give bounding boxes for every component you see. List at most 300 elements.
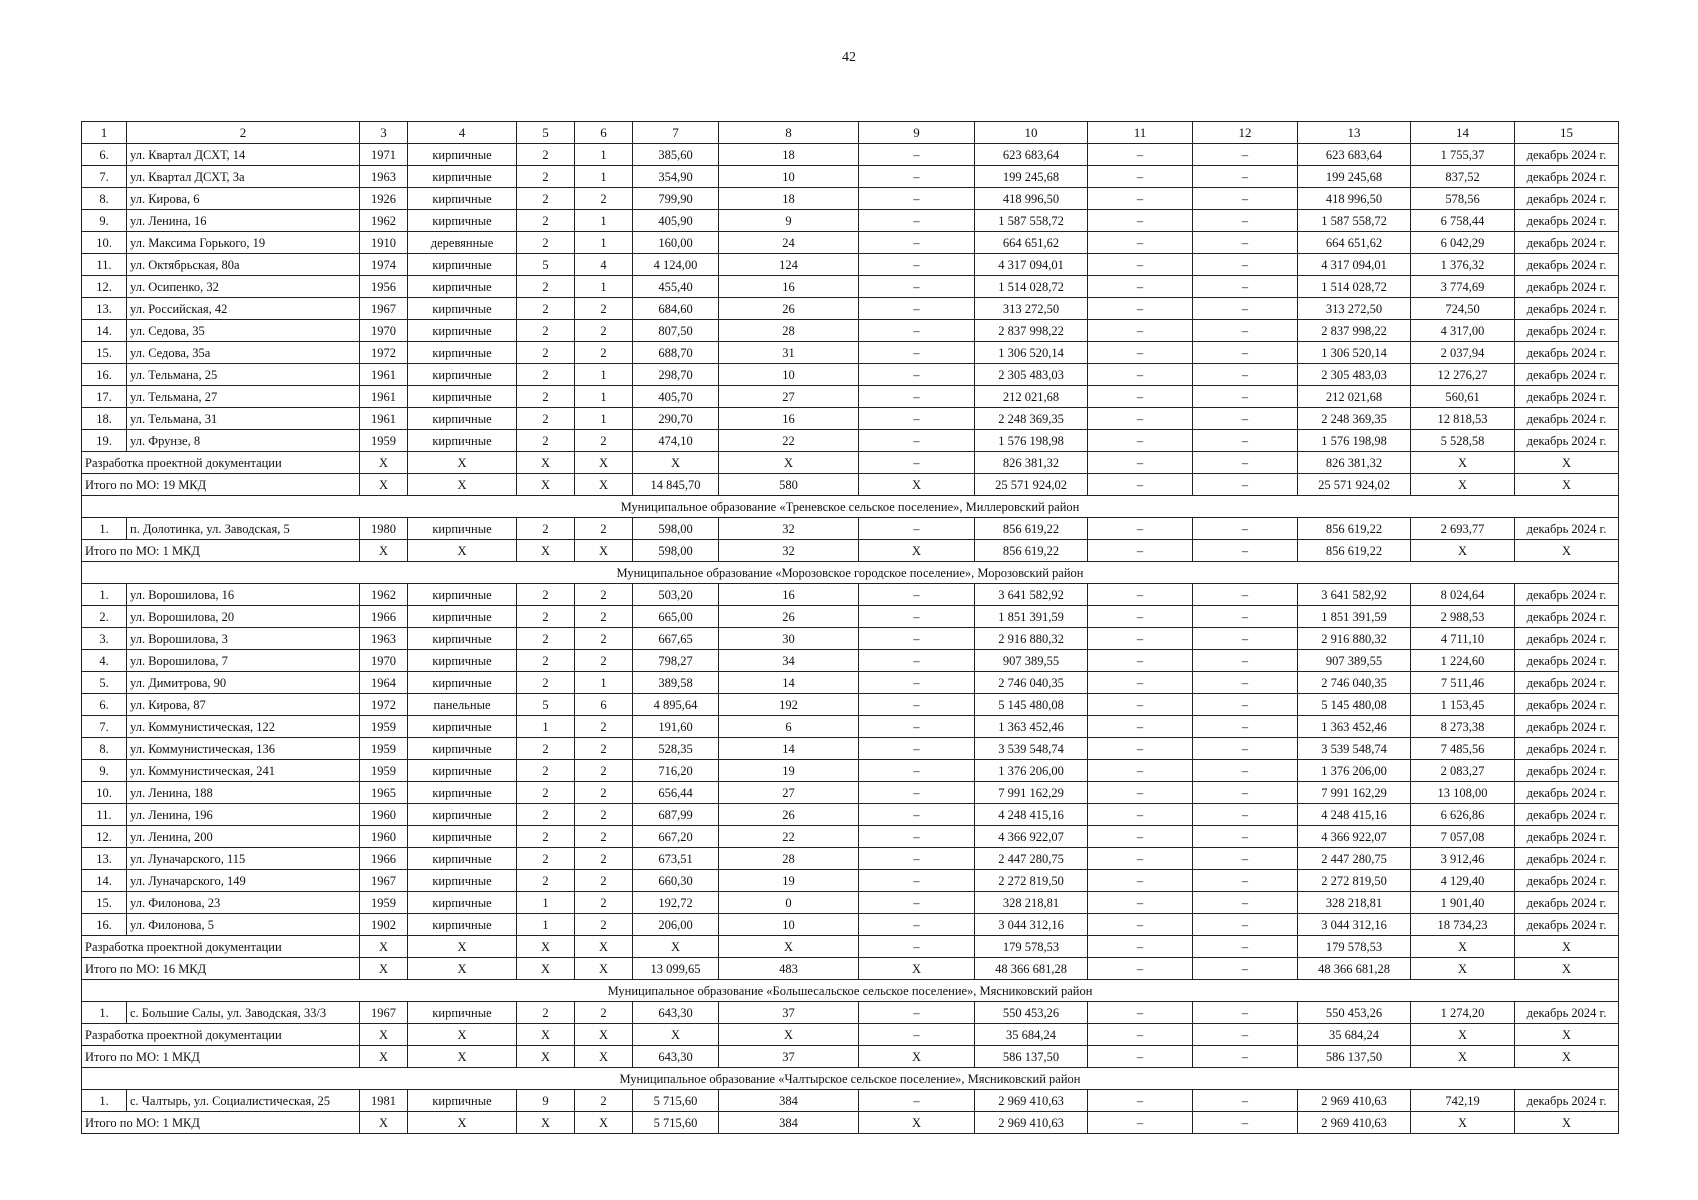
table-cell: 5 145 480,08: [1298, 694, 1411, 716]
table-cell: 2: [517, 386, 575, 408]
table-cell: 14.: [82, 870, 127, 892]
table-cell: –: [859, 738, 975, 760]
table-cell: X: [719, 1024, 859, 1046]
table-cell: 623 683,64: [1298, 144, 1411, 166]
table-cell: 2: [575, 606, 633, 628]
table-cell: 1 901,40: [1411, 892, 1515, 914]
table-row: [82, 738, 1619, 760]
table-cell: 550 453,26: [975, 1002, 1088, 1024]
table-cell: 7 991 162,29: [1298, 782, 1411, 804]
table-cell: –: [859, 320, 975, 342]
table-cell: декабрь 2024 г.: [1515, 826, 1619, 848]
table-cell: –: [1193, 320, 1298, 342]
table-cell: 5 715,60: [633, 1090, 719, 1112]
section-header-row: [82, 1068, 1619, 1090]
table-cell: 6: [575, 694, 633, 716]
address-cell: ул. Кирова, 87: [127, 694, 360, 716]
table-cell: –: [1193, 210, 1298, 232]
table-cell: 2: [517, 276, 575, 298]
table-cell: кирпичные: [408, 826, 517, 848]
address-cell: ул. Тельмана, 25: [127, 364, 360, 386]
table-cell: декабрь 2024 г.: [1515, 760, 1619, 782]
table-cell: X: [517, 958, 575, 980]
table-cell: –: [1088, 518, 1193, 540]
table-row: [82, 320, 1619, 342]
table-cell: –: [1193, 276, 1298, 298]
table-row: [82, 364, 1619, 386]
table-cell: 7 991 162,29: [975, 782, 1088, 804]
table-cell: кирпичные: [408, 672, 517, 694]
table-cell: 1 576 198,98: [1298, 430, 1411, 452]
table-cell: X: [859, 474, 975, 496]
table-cell: 2 916 880,32: [1298, 628, 1411, 650]
table-cell: X: [1411, 474, 1515, 496]
table-cell: 17.: [82, 386, 127, 408]
housing-repair-table: [81, 121, 1619, 1134]
column-number: 5: [517, 122, 575, 144]
table-cell: 1 587 558,72: [1298, 210, 1411, 232]
table-cell: –: [1088, 452, 1193, 474]
table-cell: 2: [575, 760, 633, 782]
summary-label: Итого по МО: 16 МКД: [82, 958, 360, 980]
table-cell: –: [859, 408, 975, 430]
table-cell: 2: [517, 672, 575, 694]
address-cell: ул. Ворошилова, 3: [127, 628, 360, 650]
summary-label: Итого по МО: 1 МКД: [82, 1046, 360, 1068]
table-cell: –: [859, 892, 975, 914]
table-cell: 19: [719, 760, 859, 782]
column-number: 10: [975, 122, 1088, 144]
table-cell: 1964: [360, 672, 408, 694]
table-cell: декабрь 2024 г.: [1515, 144, 1619, 166]
table-cell: 25 571 924,02: [975, 474, 1088, 496]
table-cell: 7 057,08: [1411, 826, 1515, 848]
table-cell: 13.: [82, 848, 127, 870]
table-cell: 28: [719, 320, 859, 342]
table-cell: X: [1411, 1112, 1515, 1134]
table-cell: 1963: [360, 166, 408, 188]
table-cell: 328 218,81: [975, 892, 1088, 914]
table-cell: X: [408, 1046, 517, 1068]
table-cell: 34: [719, 650, 859, 672]
table-cell: 313 272,50: [975, 298, 1088, 320]
table-cell: 18.: [82, 408, 127, 430]
table-row: [82, 672, 1619, 694]
table-cell: кирпичные: [408, 716, 517, 738]
table-cell: декабрь 2024 г.: [1515, 694, 1619, 716]
table-cell: декабрь 2024 г.: [1515, 320, 1619, 342]
table-cell: X: [1411, 958, 1515, 980]
address-cell: ул. Кирова, 6: [127, 188, 360, 210]
table-cell: 16.: [82, 364, 127, 386]
table-cell: 1972: [360, 342, 408, 364]
table-cell: 18 734,23: [1411, 914, 1515, 936]
table-cell: декабрь 2024 г.: [1515, 584, 1619, 606]
table-row: [82, 694, 1619, 716]
table-cell: 1961: [360, 364, 408, 386]
table-cell: –: [1088, 716, 1193, 738]
table-cell: 688,70: [633, 342, 719, 364]
table-cell: 1972: [360, 694, 408, 716]
table-cell: –: [1193, 232, 1298, 254]
table-cell: X: [1515, 452, 1619, 474]
address-cell: п. Долотинка, ул. Заводская, 5: [127, 518, 360, 540]
table-cell: 2 447 280,75: [975, 848, 1088, 870]
table-cell: 856 619,22: [1298, 518, 1411, 540]
table-cell: кирпичные: [408, 870, 517, 892]
table-cell: –: [1193, 892, 1298, 914]
table-cell: декабрь 2024 г.: [1515, 650, 1619, 672]
column-number: 15: [1515, 122, 1619, 144]
municipality-name: Муниципальное образование «Большесальское сельское поселение», Мясниковский район: [82, 980, 1619, 1002]
table-cell: 8 024,64: [1411, 584, 1515, 606]
table-cell: 160,00: [633, 232, 719, 254]
table-cell: 2: [517, 584, 575, 606]
table-cell: 837,52: [1411, 166, 1515, 188]
table-cell: X: [517, 1112, 575, 1134]
table-cell: –: [1088, 1112, 1193, 1134]
table-cell: 1: [575, 166, 633, 188]
table-cell: X: [1515, 936, 1619, 958]
address-cell: ул. Тельмана, 31: [127, 408, 360, 430]
table-cell: 14.: [82, 320, 127, 342]
table-cell: 687,99: [633, 804, 719, 826]
table-cell: –: [1193, 474, 1298, 496]
table-cell: –: [1088, 254, 1193, 276]
table-cell: –: [1193, 298, 1298, 320]
table-cell: декабрь 2024 г.: [1515, 342, 1619, 364]
table-cell: –: [1193, 936, 1298, 958]
table-cell: 22: [719, 826, 859, 848]
table-row: [82, 870, 1619, 892]
table-cell: –: [1193, 540, 1298, 562]
table-cell: 12.: [82, 276, 127, 298]
table-cell: –: [1193, 1090, 1298, 1112]
table-cell: 2: [517, 1002, 575, 1024]
table-cell: кирпичные: [408, 1090, 517, 1112]
table-cell: 0: [719, 892, 859, 914]
table-cell: –: [1088, 298, 1193, 320]
table-cell: 15.: [82, 342, 127, 364]
table-cell: кирпичные: [408, 276, 517, 298]
table-cell: 598,00: [633, 540, 719, 562]
table-cell: 1: [575, 276, 633, 298]
table-cell: X: [719, 452, 859, 474]
table-cell: X: [517, 1046, 575, 1068]
address-cell: ул. Филонова, 23: [127, 892, 360, 914]
summary-label: Итого по МО: 1 МКД: [82, 1112, 360, 1134]
table-cell: –: [1193, 1024, 1298, 1046]
table-row: [82, 760, 1619, 782]
table-cell: –: [1193, 518, 1298, 540]
table-cell: 1: [575, 386, 633, 408]
table-cell: X: [360, 936, 408, 958]
table-cell: –: [1193, 650, 1298, 672]
table-cell: –: [859, 804, 975, 826]
table-cell: 2: [517, 826, 575, 848]
table-cell: 4.: [82, 650, 127, 672]
table-cell: –: [859, 914, 975, 936]
table-cell: 1: [575, 144, 633, 166]
address-cell: ул. Коммунистическая, 122: [127, 716, 360, 738]
address-cell: ул. Ворошилова, 16: [127, 584, 360, 606]
table-cell: декабрь 2024 г.: [1515, 892, 1619, 914]
table-cell: кирпичные: [408, 254, 517, 276]
table-row: [82, 276, 1619, 298]
table-cell: декабрь 2024 г.: [1515, 848, 1619, 870]
address-cell: с. Большие Салы, ул. Заводская, 33/3: [127, 1002, 360, 1024]
table-cell: 1959: [360, 716, 408, 738]
table-cell: 1: [575, 232, 633, 254]
page-number: 42: [842, 50, 856, 65]
table-cell: 3.: [82, 628, 127, 650]
table-cell: 4 248 415,16: [1298, 804, 1411, 826]
table-cell: –: [1193, 606, 1298, 628]
table-cell: 1967: [360, 1002, 408, 1024]
table-cell: 623 683,64: [975, 144, 1088, 166]
table-cell: X: [360, 540, 408, 562]
table-cell: 2: [575, 782, 633, 804]
table-cell: 1967: [360, 870, 408, 892]
table-cell: 10: [719, 364, 859, 386]
table-cell: 2: [575, 870, 633, 892]
table-cell: –: [859, 936, 975, 958]
table-cell: 2: [517, 848, 575, 870]
table-cell: 1 224,60: [1411, 650, 1515, 672]
section-header-row: [82, 562, 1619, 584]
table-cell: 3 539 548,74: [975, 738, 1088, 760]
table-cell: –: [1193, 584, 1298, 606]
table-cell: –: [859, 694, 975, 716]
table-cell: 7 485,56: [1411, 738, 1515, 760]
table-cell: X: [360, 958, 408, 980]
table-cell: 503,20: [633, 584, 719, 606]
table-cell: 667,20: [633, 826, 719, 848]
table-cell: –: [1193, 452, 1298, 474]
table-cell: –: [1193, 782, 1298, 804]
table-cell: 4 895,64: [633, 694, 719, 716]
address-cell: ул. Максима Горького, 19: [127, 232, 360, 254]
table-cell: 26: [719, 804, 859, 826]
table-cell: 2 969 410,63: [975, 1090, 1088, 1112]
table-cell: 16: [719, 584, 859, 606]
table-cell: декабрь 2024 г.: [1515, 298, 1619, 320]
table-cell: 3 774,69: [1411, 276, 1515, 298]
table-cell: 2 746 040,35: [975, 672, 1088, 694]
table-cell: 13.: [82, 298, 127, 320]
table-cell: 2: [575, 1090, 633, 1112]
table-cell: кирпичные: [408, 364, 517, 386]
table-cell: декабрь 2024 г.: [1515, 672, 1619, 694]
table-cell: 384: [719, 1112, 859, 1134]
address-cell: ул. Луначарского, 149: [127, 870, 360, 892]
table-cell: 580: [719, 474, 859, 496]
address-cell: ул. Коммунистическая, 136: [127, 738, 360, 760]
table-cell: декабрь 2024 г.: [1515, 232, 1619, 254]
table-cell: –: [1193, 430, 1298, 452]
table-cell: X: [859, 958, 975, 980]
column-number: 12: [1193, 122, 1298, 144]
table-cell: –: [859, 430, 975, 452]
table-cell: 4 366 922,07: [1298, 826, 1411, 848]
section-header-row: [82, 980, 1619, 1002]
table-cell: кирпичные: [408, 320, 517, 342]
table-cell: 5 715,60: [633, 1112, 719, 1134]
table-row: [82, 892, 1619, 914]
table-cell: кирпичные: [408, 848, 517, 870]
table-cell: 1956: [360, 276, 408, 298]
table-cell: 14: [719, 738, 859, 760]
table-row: [82, 166, 1619, 188]
table-cell: 2: [575, 914, 633, 936]
table-cell: 1: [575, 364, 633, 386]
table-cell: X: [575, 958, 633, 980]
table-cell: 27: [719, 782, 859, 804]
table-cell: 2: [575, 320, 633, 342]
table-cell: 4 248 415,16: [975, 804, 1088, 826]
section-header-row: [82, 496, 1619, 518]
table-cell: кирпичные: [408, 188, 517, 210]
table-cell: 1 376 206,00: [1298, 760, 1411, 782]
summary-label: Итого по МО: 19 МКД: [82, 474, 360, 496]
table-cell: –: [1193, 408, 1298, 430]
table-cell: 8.: [82, 188, 127, 210]
table-cell: 19: [719, 870, 859, 892]
table-cell: 2 305 483,03: [975, 364, 1088, 386]
table-cell: –: [1088, 628, 1193, 650]
table-cell: 10.: [82, 782, 127, 804]
table-cell: 1: [575, 672, 633, 694]
address-cell: ул. Ленина, 196: [127, 804, 360, 826]
table-row: [82, 716, 1619, 738]
table-cell: 179 578,53: [1298, 936, 1411, 958]
table-cell: –: [1193, 672, 1298, 694]
table-cell: –: [859, 1024, 975, 1046]
table-cell: –: [1088, 320, 1193, 342]
table-cell: –: [1193, 1112, 1298, 1134]
table-cell: 2 248 369,35: [975, 408, 1088, 430]
table-cell: 1959: [360, 738, 408, 760]
table-cell: 2: [517, 144, 575, 166]
table-cell: декабрь 2024 г.: [1515, 738, 1619, 760]
table-cell: декабрь 2024 г.: [1515, 782, 1619, 804]
table-cell: 298,70: [633, 364, 719, 386]
table-cell: 212 021,68: [975, 386, 1088, 408]
table-cell: –: [1193, 166, 1298, 188]
table-cell: 2: [575, 716, 633, 738]
table-cell: 2 837 998,22: [975, 320, 1088, 342]
table-cell: 19.: [82, 430, 127, 452]
address-cell: ул. Луначарского, 115: [127, 848, 360, 870]
table-cell: 2: [517, 606, 575, 628]
table-body: [82, 122, 1619, 1134]
table-cell: 856 619,22: [1298, 540, 1411, 562]
table-cell: –: [1088, 342, 1193, 364]
table-cell: декабрь 2024 г.: [1515, 430, 1619, 452]
table-cell: X: [1411, 936, 1515, 958]
table-cell: 6.: [82, 144, 127, 166]
table-cell: 2: [575, 628, 633, 650]
table-cell: –: [1088, 188, 1193, 210]
table-cell: 2 447 280,75: [1298, 848, 1411, 870]
address-cell: ул. Тельмана, 27: [127, 386, 360, 408]
table-cell: 2 305 483,03: [1298, 364, 1411, 386]
table-cell: X: [360, 474, 408, 496]
table-cell: 4 711,10: [1411, 628, 1515, 650]
table-cell: декабрь 2024 г.: [1515, 386, 1619, 408]
table-cell: кирпичные: [408, 606, 517, 628]
table-cell: X: [360, 1024, 408, 1046]
address-cell: ул. Квартал ДСХТ, 14: [127, 144, 360, 166]
table-cell: 6 626,86: [1411, 804, 1515, 826]
table-cell: X: [408, 452, 517, 474]
table-row: [82, 848, 1619, 870]
table-cell: 742,19: [1411, 1090, 1515, 1112]
table-cell: 192,72: [633, 892, 719, 914]
table-cell: 4 124,00: [633, 254, 719, 276]
table-row: [82, 430, 1619, 452]
table-cell: 4 129,40: [1411, 870, 1515, 892]
table-cell: 1: [517, 892, 575, 914]
table-cell: –: [859, 870, 975, 892]
table-cell: –: [859, 188, 975, 210]
table-cell: –: [1088, 1024, 1193, 1046]
table-cell: 2: [575, 342, 633, 364]
table-cell: –: [1088, 936, 1193, 958]
table-cell: 192: [719, 694, 859, 716]
table-cell: 1.: [82, 518, 127, 540]
table-cell: –: [1193, 628, 1298, 650]
table-cell: 665,00: [633, 606, 719, 628]
table-cell: 1 851 391,59: [1298, 606, 1411, 628]
table-cell: X: [408, 540, 517, 562]
table-cell: кирпичные: [408, 650, 517, 672]
table-cell: 598,00: [633, 518, 719, 540]
table-row: [82, 804, 1619, 826]
table-cell: 2 746 040,35: [1298, 672, 1411, 694]
table-cell: –: [859, 364, 975, 386]
table-cell: X: [1515, 1112, 1619, 1134]
table-cell: –: [859, 606, 975, 628]
table-cell: 1902: [360, 914, 408, 936]
table-cell: –: [1193, 386, 1298, 408]
table-cell: 1 576 198,98: [975, 430, 1088, 452]
table-row: [82, 584, 1619, 606]
table-cell: 31: [719, 342, 859, 364]
summary-row: [82, 958, 1619, 980]
table-cell: 9.: [82, 760, 127, 782]
table-cell: 550 453,26: [1298, 1002, 1411, 1024]
table-cell: 12.: [82, 826, 127, 848]
table-cell: X: [633, 1024, 719, 1046]
table-cell: 2 969 410,63: [975, 1112, 1088, 1134]
table-cell: 14 845,70: [633, 474, 719, 496]
table-cell: 2: [575, 892, 633, 914]
table-cell: 2: [517, 166, 575, 188]
table-cell: –: [859, 144, 975, 166]
table-cell: 37: [719, 1002, 859, 1024]
table-cell: 9: [719, 210, 859, 232]
table-cell: 3 912,46: [1411, 848, 1515, 870]
table-cell: декабрь 2024 г.: [1515, 716, 1619, 738]
table-cell: декабрь 2024 г.: [1515, 518, 1619, 540]
table-cell: 7.: [82, 166, 127, 188]
table-cell: X: [575, 1024, 633, 1046]
table-cell: кирпичные: [408, 738, 517, 760]
table-cell: –: [1088, 364, 1193, 386]
table-cell: 455,40: [633, 276, 719, 298]
table-cell: –: [1193, 364, 1298, 386]
